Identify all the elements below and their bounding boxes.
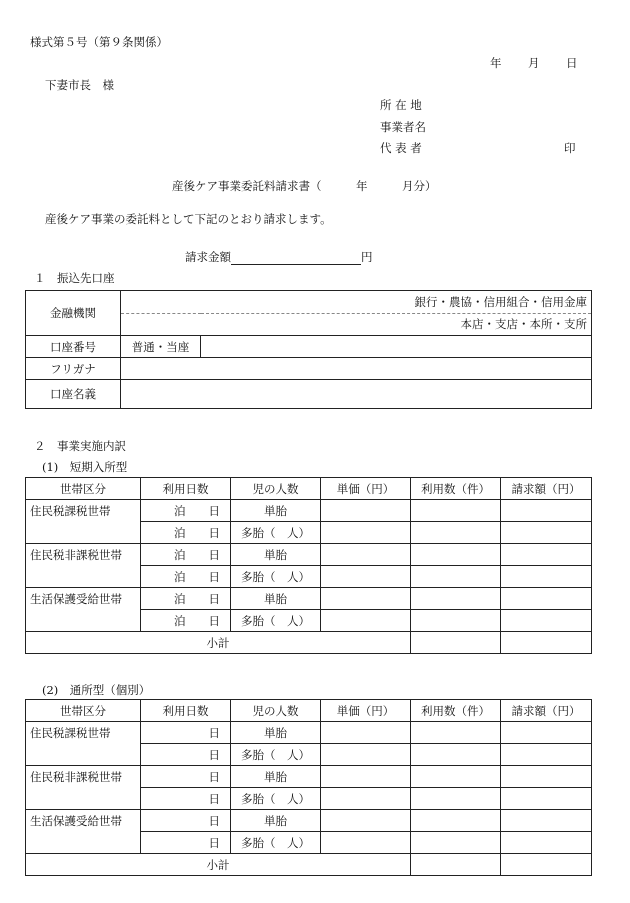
table-row: [26, 544, 592, 566]
children-multi[interactable]: 多胎（ 人）: [231, 610, 321, 632]
household-category: 住民税課税世帯: [26, 722, 141, 766]
billing-amount-field[interactable]: [501, 522, 592, 544]
household-category: 生活保護受給世帯: [26, 588, 141, 632]
days-field[interactable]: 日: [141, 810, 231, 832]
usage-count-field[interactable]: [411, 522, 501, 544]
column-header: 世帯区分: [26, 700, 141, 722]
representative-label: 代 表 者: [380, 141, 422, 155]
days-field[interactable]: 泊 日: [141, 566, 231, 588]
column-header: 利用数（件）: [411, 700, 501, 722]
unit-price-field[interactable]: [321, 522, 411, 544]
amount-row: [185, 249, 373, 265]
column-header: 利用数（件）: [411, 478, 501, 500]
column-header: 児の人数: [231, 700, 321, 722]
household-category: 住民税非課税世帯: [26, 544, 141, 588]
table-row: [26, 810, 592, 832]
days-field[interactable]: 日: [141, 788, 231, 810]
usage-count-field[interactable]: [411, 610, 501, 632]
column-header: 世帯区分: [26, 478, 141, 500]
date-year: 年: [490, 56, 502, 70]
billing-amount-field[interactable]: [501, 500, 592, 522]
days-field[interactable]: 泊 日: [141, 522, 231, 544]
billing-amount-field[interactable]: [501, 588, 592, 610]
usage-count-field[interactable]: [411, 544, 501, 566]
days-field[interactable]: 日: [141, 832, 231, 854]
unit-price-field[interactable]: [321, 744, 411, 766]
branch-types[interactable]: 本店・支店・本所・支所: [121, 313, 592, 336]
form-number: 様式第５号（第９条関係）: [30, 35, 168, 49]
furigana-field[interactable]: [121, 358, 592, 380]
short-stay-table: [25, 477, 592, 654]
location-label: 所 在 地: [380, 98, 422, 112]
children-single: 単胎: [231, 722, 321, 744]
usage-count-field[interactable]: [411, 566, 501, 588]
children-single: 単胎: [231, 588, 321, 610]
date-month: 月: [528, 56, 540, 70]
column-header: 単価（円）: [321, 700, 411, 722]
billing-amount-field[interactable]: [501, 810, 592, 832]
table-row: [26, 722, 592, 744]
table-header-row: [26, 478, 592, 500]
column-header: 単価（円）: [321, 478, 411, 500]
day-care-table: [25, 699, 592, 876]
household-category: 住民税課税世帯: [26, 500, 141, 544]
billing-amount-field[interactable]: [501, 766, 592, 788]
unit-price-field[interactable]: [321, 500, 411, 522]
subtotal-row: [26, 632, 592, 654]
table-row: [26, 766, 592, 788]
column-header: 児の人数: [231, 478, 321, 500]
column-header: 利用日数: [141, 700, 231, 722]
column-header: 請求額（円）: [501, 700, 592, 722]
amount-unit: 円: [361, 250, 373, 264]
days-field[interactable]: 日: [141, 744, 231, 766]
days-field[interactable]: 日: [141, 766, 231, 788]
amount-field[interactable]: [231, 250, 361, 265]
amount-label: 請求金額: [185, 250, 231, 264]
billing-amount-field[interactable]: [501, 566, 592, 588]
usage-count-field[interactable]: [411, 500, 501, 522]
account-number-field[interactable]: [201, 336, 592, 358]
unit-price-field[interactable]: [321, 610, 411, 632]
addressee: 下妻市長 様: [45, 78, 114, 92]
usage-count-field[interactable]: [411, 588, 501, 610]
unit-price-field[interactable]: [321, 788, 411, 810]
account-type[interactable]: 普通・当座: [121, 336, 201, 358]
children-multi[interactable]: 多胎（ 人）: [231, 744, 321, 766]
subtotal-label: 小計: [26, 854, 411, 876]
billing-amount-field[interactable]: [501, 744, 592, 766]
children-single: 単胎: [231, 810, 321, 832]
account-name-field[interactable]: [121, 380, 592, 409]
subtotal-row: [26, 854, 592, 876]
days-field[interactable]: 泊 日: [141, 610, 231, 632]
unit-price-field[interactable]: [321, 588, 411, 610]
days-field[interactable]: 泊 日: [141, 500, 231, 522]
days-field[interactable]: 日: [141, 722, 231, 744]
table-row: [26, 588, 592, 610]
children-single: 単胎: [231, 544, 321, 566]
household-category: 生活保護受給世帯: [26, 810, 141, 854]
table-header-row: [26, 700, 592, 722]
unit-price-field[interactable]: [321, 544, 411, 566]
children-single: 単胎: [231, 766, 321, 788]
bank-label: 金融機関: [26, 291, 121, 336]
subtotal-count[interactable]: [411, 632, 501, 654]
usage-count-field[interactable]: [411, 722, 501, 744]
subtotal-count[interactable]: [411, 854, 501, 876]
billing-amount-field[interactable]: [501, 544, 592, 566]
usage-count-field[interactable]: [411, 744, 501, 766]
subtotal-amount[interactable]: [501, 854, 592, 876]
section2-heading: ２ 事業実施内訳: [34, 439, 126, 453]
day-care-title: (2) 通所型（個別）: [42, 683, 151, 697]
unit-price-field[interactable]: [321, 810, 411, 832]
column-header: 利用日数: [141, 478, 231, 500]
section1-heading: １ 振込先口座: [34, 271, 115, 285]
children-multi[interactable]: 多胎（ 人）: [231, 832, 321, 854]
bank-account-table: [25, 290, 592, 409]
account-name-label: 口座名義: [26, 380, 121, 409]
usage-count-field[interactable]: [411, 766, 501, 788]
billing-amount-field[interactable]: [501, 722, 592, 744]
usage-count-field[interactable]: [411, 788, 501, 810]
table-row: [26, 500, 592, 522]
account-number-label: 口座番号: [26, 336, 121, 358]
page-title: 産後ケア事業委託料請求書（ 年 月分）: [172, 179, 437, 193]
usage-count-field[interactable]: [411, 832, 501, 854]
furigana-label: フリガナ: [26, 358, 121, 380]
business-name-label: 事業者名: [380, 120, 426, 134]
seal-mark: 印: [564, 141, 576, 155]
billing-amount-field[interactable]: [501, 610, 592, 632]
children-single: 単胎: [231, 500, 321, 522]
short-stay-body: [26, 478, 592, 654]
usage-count-field[interactable]: [411, 810, 501, 832]
children-multi[interactable]: 多胎（ 人）: [231, 522, 321, 544]
children-multi[interactable]: 多胎（ 人）: [231, 788, 321, 810]
unit-price-field[interactable]: [321, 766, 411, 788]
day-care-body: [26, 700, 592, 876]
unit-price-field[interactable]: [321, 566, 411, 588]
billing-amount-field[interactable]: [501, 832, 592, 854]
column-header: 請求額（円）: [501, 478, 592, 500]
subtotal-amount[interactable]: [501, 632, 592, 654]
bank-types[interactable]: 銀行・農協・信用組合・信用金庫: [121, 291, 592, 314]
days-field[interactable]: 泊 日: [141, 588, 231, 610]
billing-amount-field[interactable]: [501, 788, 592, 810]
subtotal-label: 小計: [26, 632, 411, 654]
unit-price-field[interactable]: [321, 832, 411, 854]
short-stay-title: (1) 短期入所型: [42, 460, 128, 474]
days-field[interactable]: 泊 日: [141, 544, 231, 566]
unit-price-field[interactable]: [321, 722, 411, 744]
date-day: 日: [566, 56, 578, 70]
children-multi[interactable]: 多胎（ 人）: [231, 566, 321, 588]
intro-text: 産後ケア事業の委託料として下記のとおり請求します。: [45, 212, 332, 226]
household-category: 住民税非課税世帯: [26, 766, 141, 810]
